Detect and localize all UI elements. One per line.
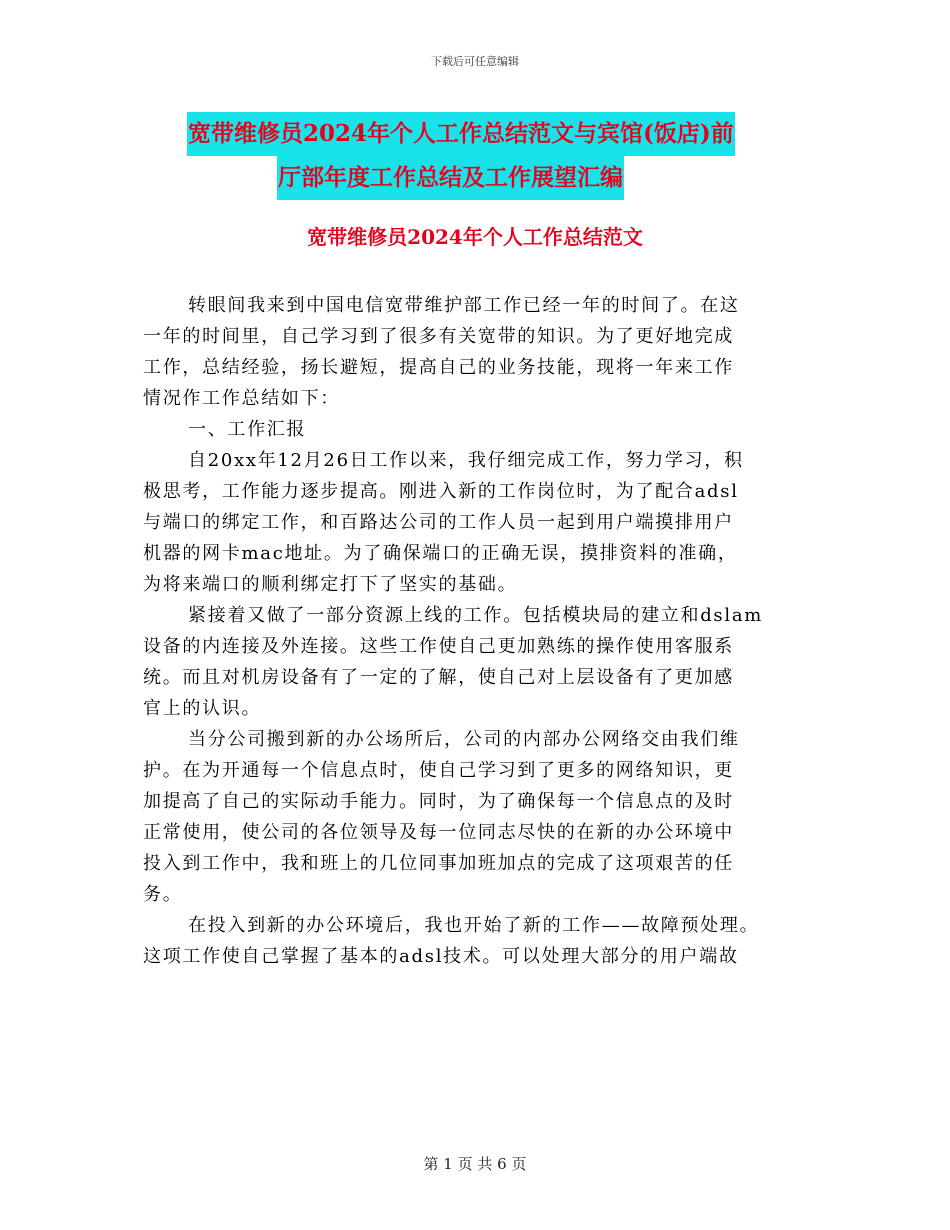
page-number-footer: 第 1 页 共 6 页 (423, 1155, 527, 1173)
text-line: 投入到工作中，我和班上的几位同事加班加点的完成了这项艰苦的任 (143, 853, 734, 874)
text-line: 自20xx年12月26日工作以来，我仔细完成工作，努力学习，积 (188, 450, 744, 471)
text-line: 官上的认识。 (143, 698, 262, 719)
text-line: 情况作工作总结如下： (143, 388, 340, 409)
text-line: 极思考，工作能力逐步提高。刚进入新的工作岗位时，为了配合adsl (143, 481, 739, 502)
text-line: 转眼间我来到中国电信宽带维护部工作已经一年的时间了。在这 (188, 295, 740, 316)
header-note: 下载后可任意编辑 (431, 55, 519, 68)
text-line: 与端口的绑定工作，和百路达公司的工作人员一起到用户端摸排用户 (143, 512, 734, 533)
body-text (143, 290, 813, 972)
text-line: 务。 (143, 884, 183, 905)
subheading: 一、工作汇报 (188, 419, 307, 440)
text-line: 机器的网卡mac地址。为了确保端口的正确无误，摸排资料的准确， (143, 543, 738, 564)
text-line: 护。在为开通每一个信息点时，使自己学习到了更多的网络知识，更 (143, 760, 734, 781)
text-line: 为将来端口的顺利绑定打下了坚实的基础。 (143, 574, 518, 595)
text-line: 统。而且对机房设备有了一定的了解，使自己对上层设备有了更加感 (143, 667, 734, 688)
text-line: 设备的内连接及外连接。这些工作使自己更加熟练的操作使用客服系 (143, 636, 734, 657)
text-line: 在投入到新的办公环境后，我也开始了新的工作——故障预处理。 (188, 915, 760, 936)
title-line-1: 宽带维修员2024年个人工作总结范文与宾馆(饭店)前 (187, 112, 735, 156)
text-line: 正常使用，使公司的各位领导及每一位同志尽快的在新的办公环境中 (143, 822, 734, 843)
text-line: 加提高了自己的实际动手能力。同时，为了确保每一个信息点的及时 (143, 791, 734, 812)
text-line: 一年的时间里，自己学习到了很多有关宽带的知识。为了更好地完成 (143, 326, 734, 347)
text-line: 紧接着又做了一部分资源上线的工作。包括模块局的建立和dslam (188, 605, 764, 626)
text-line: 这项工作使自己掌握了基本的adsl技术。可以处理大部分的用户端故 (143, 946, 739, 967)
text-line: 工作，总结经验，扬长避短，提高自己的业务技能，现将一年来工作 (143, 357, 734, 378)
title-line-2: 厅部年度工作总结及工作展望汇编 (277, 156, 624, 200)
text-line: 当分公司搬到新的办公场所后，公司的内部办公网络交由我们维 (188, 729, 740, 750)
section-title: 宽带维修员2024年个人工作总结范文 (307, 225, 643, 249)
